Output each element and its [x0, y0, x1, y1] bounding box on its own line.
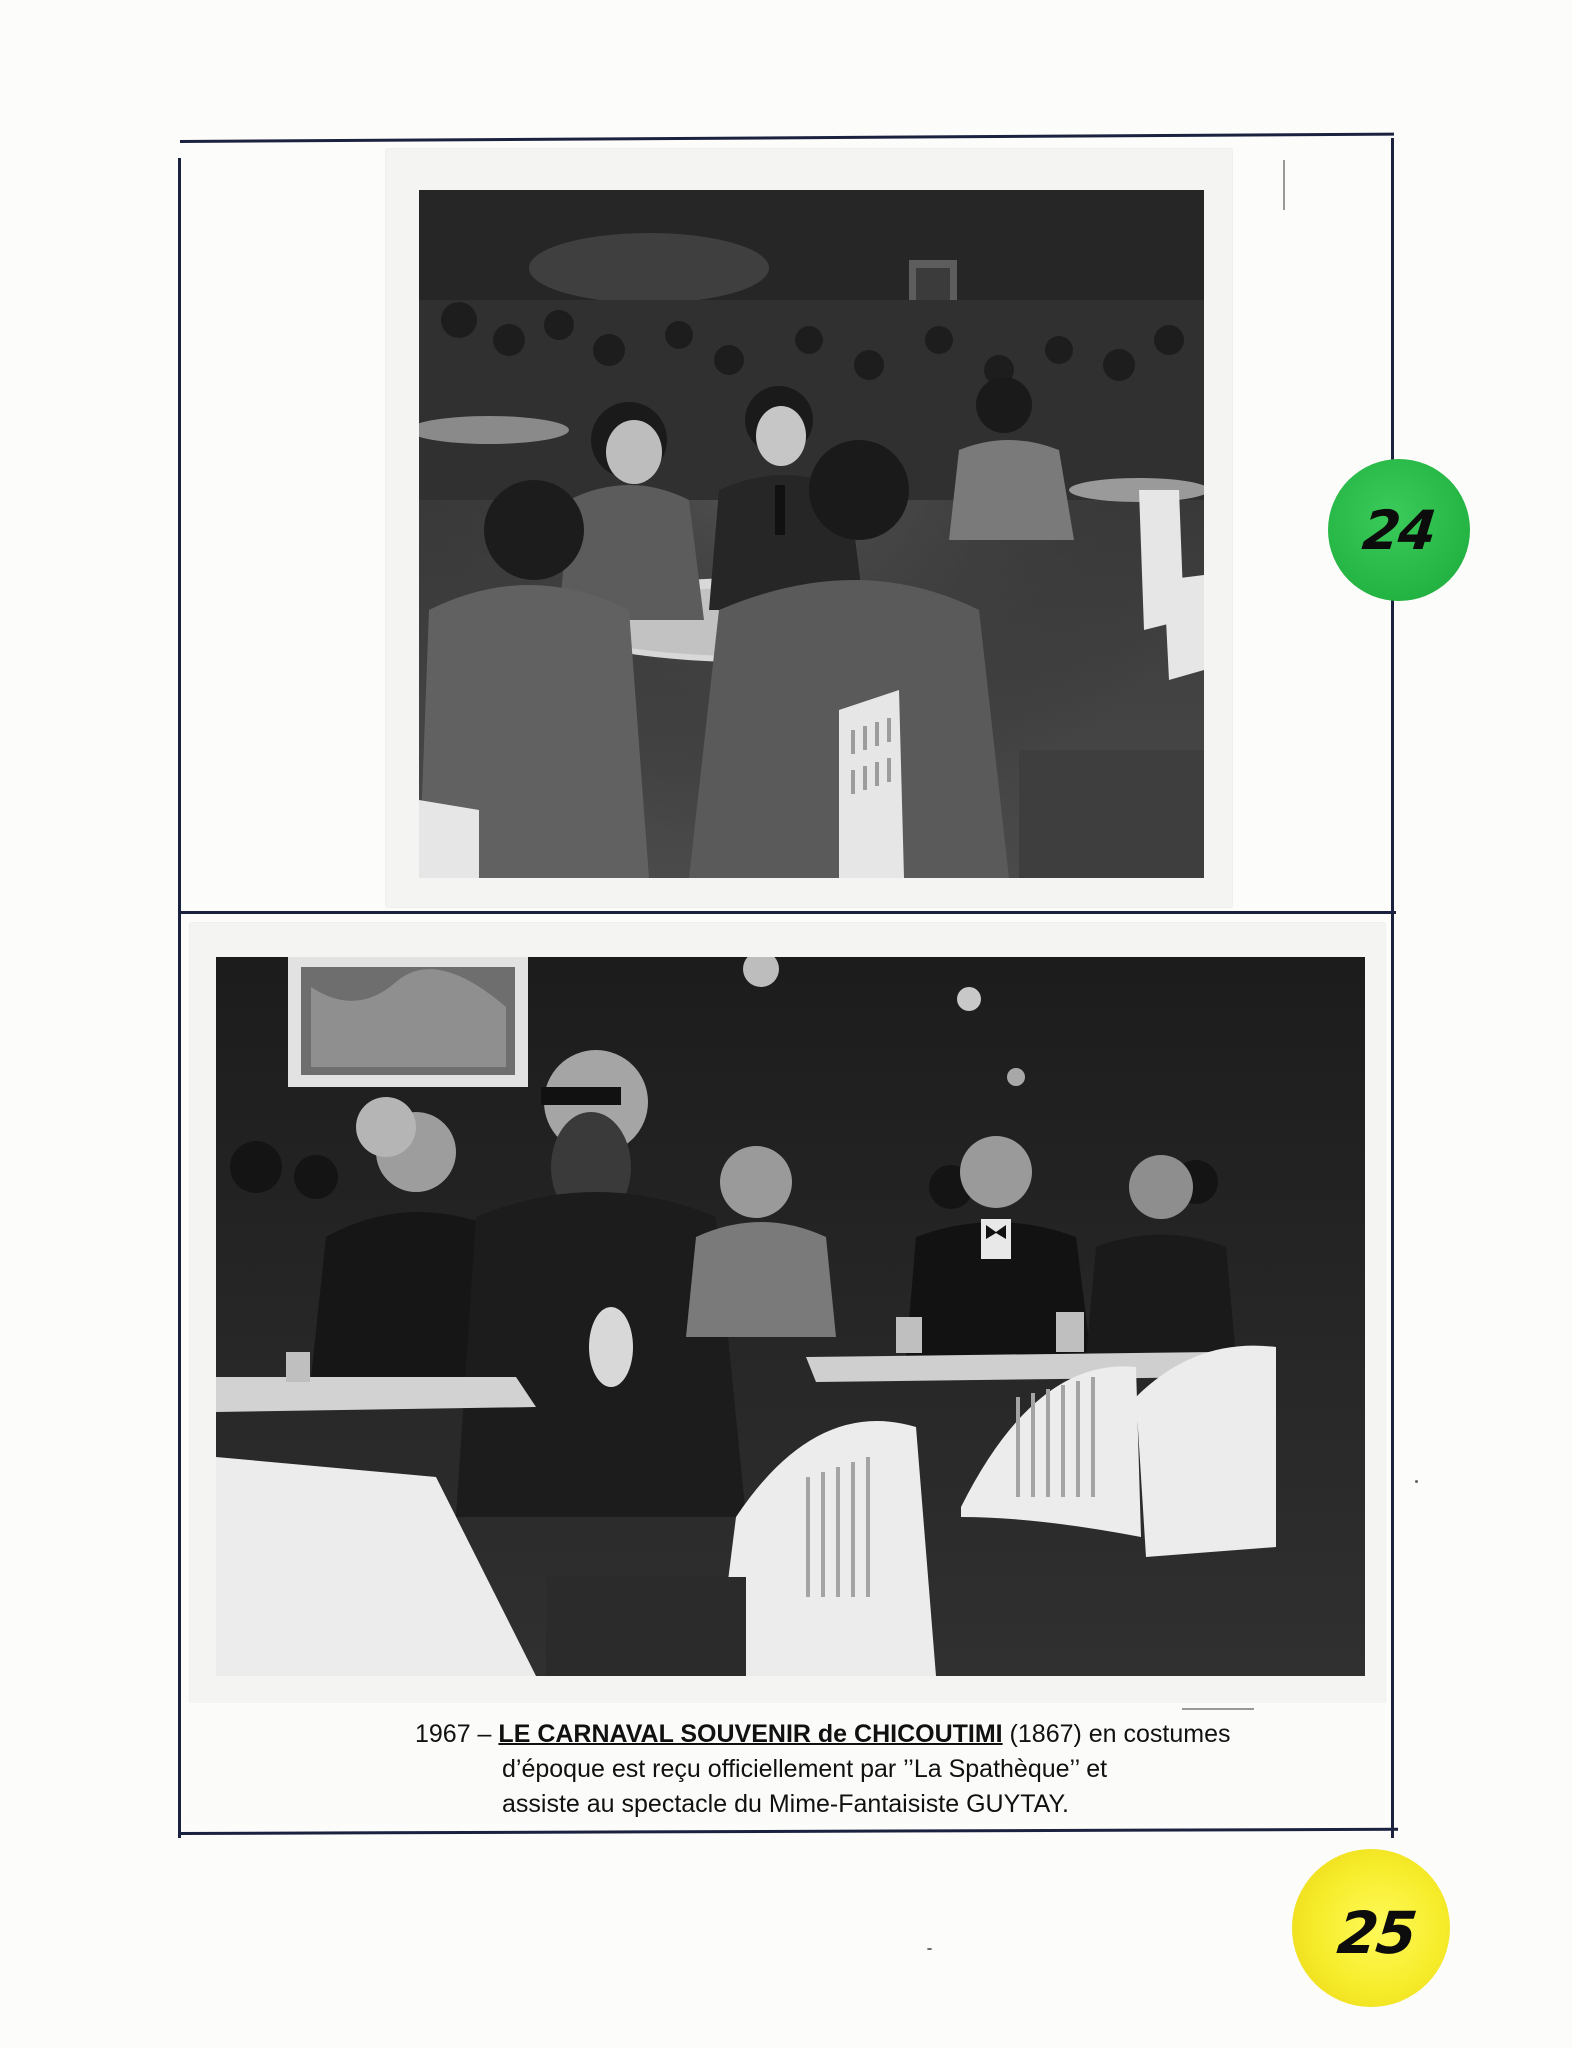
page-number-top: 24 [1360, 498, 1438, 562]
photo-caption [415, 1717, 1315, 1822]
photo-carnival-guests-applauding [216, 957, 1365, 1676]
frame-bottom-rule [180, 1828, 1398, 1835]
caption-title: LE CARNAVAL SOUVENIR de CHICOUTIMI [498, 1720, 1003, 1748]
photo-banquet-table-young-men [419, 190, 1204, 878]
caption-pencil-rule [1182, 1708, 1254, 1710]
pencil-mark [1283, 160, 1285, 210]
dust-speck [1415, 1480, 1418, 1483]
frame-left-rule [178, 158, 181, 1838]
page-number-bottom: 25 [1334, 1899, 1418, 1967]
frame-right-rule [1391, 138, 1394, 1838]
frame-middle-rule [180, 911, 1396, 914]
frame-top-rule [180, 133, 1394, 143]
dust-speck [927, 1948, 932, 1950]
page-number-sticker-bottom [1292, 1849, 1450, 2007]
page-number-sticker-top [1328, 459, 1470, 601]
caption-line-2: d’époque est reçu officiellement par ’’La Spathèque’’ et [502, 1755, 1108, 1783]
caption-line-3: assiste au spectacle du Mime-Fantaisiste GUYTAY. [502, 1790, 1069, 1818]
caption-year: 1967 – [415, 1720, 499, 1748]
caption-title-continuation: (1867) en costumes [1002, 1720, 1231, 1748]
caption-line-1 [415, 1717, 1315, 1752]
